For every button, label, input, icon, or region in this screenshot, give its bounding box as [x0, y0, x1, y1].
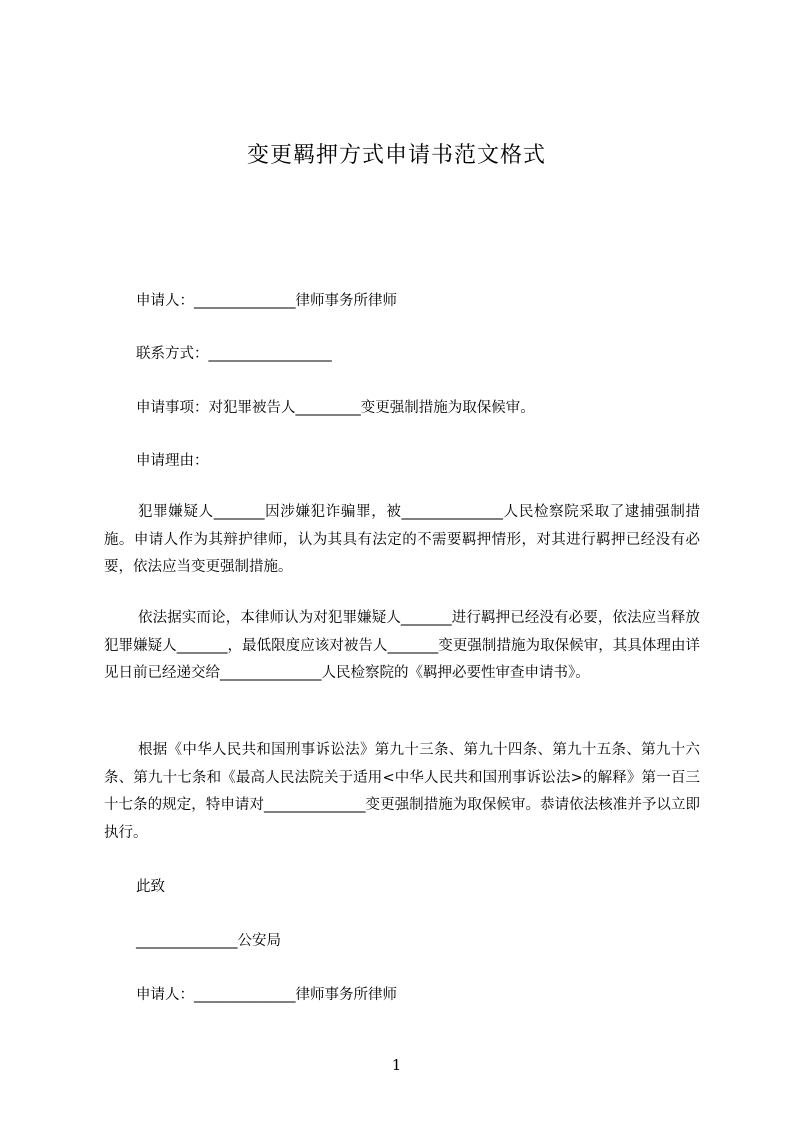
page-number: 1: [391, 1056, 402, 1074]
reason-heading: 申请理由：: [136, 453, 209, 469]
document-title: 变更羁押方式申请书范文格式: [246, 143, 546, 168]
reason-paragraph-2: 依法据实而论，本律师认为对犯罪嫌疑人_______进行羁押已经没有必要，依法应当释放犯罪嫌疑人_______，最低限度应该对被告人_______变更强制措施为取保候审，其具体理由详见日前已经递交给______________人民检察院的《羁押必要性审查申请书》。: [104, 610, 700, 681]
reason-paragraph-1: 犯罪嫌疑人_______因涉嫌犯诈骗罪，被______________人民检察院采取了逮捕强制措施。申请人作为其辩护律师，认为其具有法定的不需要羁押情形，对其进行羁押已经没有必要，依法应当变更强制措施。: [104, 504, 700, 575]
closing-salutation: 此致: [136, 879, 165, 895]
legal-basis-paragraph: 根据《中华人民共和国刑事诉讼法》第九十三条、第九十四条、第九十五条、第九十六条、第九十七条和《最高人民法院关于适用<中华人民共和国刑事诉讼法>的解释》第一百三十七条的规定，特申请对______________变更强制措施为取保候审。恭请依法核准并予以立即执行。: [104, 742, 700, 841]
application-matter-line: 申请事项：对犯罪被告人_________变更强制措施为取保候审。: [136, 400, 535, 416]
applicant-line: 申请人：______________律师事务所律师: [136, 293, 397, 309]
recipient-line: ______________公安局: [136, 933, 281, 949]
signature-applicant-line: 申请人：______________律师事务所律师: [136, 987, 397, 1003]
contact-line: 联系方式：_________________: [136, 346, 332, 362]
